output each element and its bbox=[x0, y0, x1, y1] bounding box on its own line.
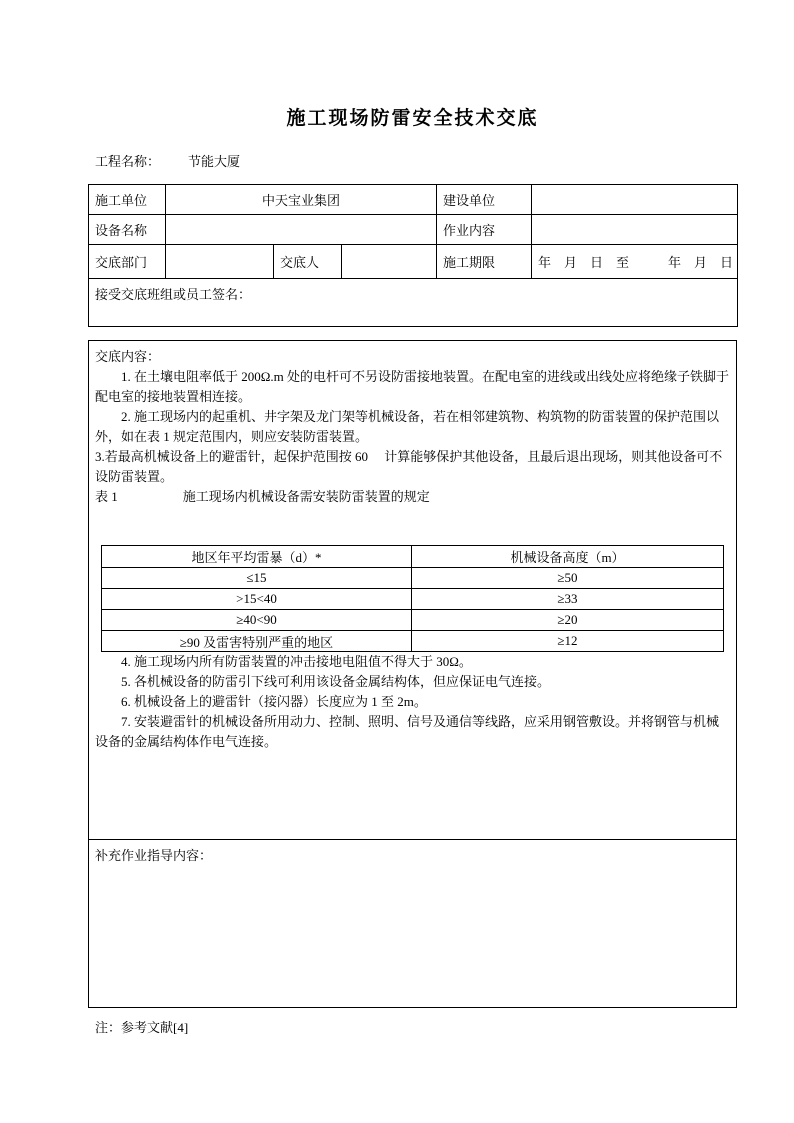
paragraph-6: 6. 机械设备上的避雷针（接闪器）长度应为 1 至 2m。 bbox=[121, 694, 427, 709]
construction-period-label: 施工期限 bbox=[437, 245, 532, 279]
discloser-value bbox=[342, 245, 437, 279]
work-content-value bbox=[532, 215, 738, 245]
construction-unit-label: 施工单位 bbox=[89, 185, 166, 215]
table-cell: ≥12 bbox=[412, 631, 724, 652]
reference-note: 注：参考文献[4] bbox=[95, 1020, 189, 1035]
discloser-label: 交底人 bbox=[274, 245, 342, 279]
table-row bbox=[102, 568, 724, 589]
table-cell: ≥90 及雷害特别严重的地区 bbox=[102, 631, 412, 652]
table-row bbox=[102, 631, 724, 652]
page-title: 施工现场防雷安全技术交底 bbox=[286, 108, 539, 129]
paragraph-2: 2. 施工现场内的起重机、井字架及龙门架等机械设备，若在相邻建筑物、构筑物的防雷装置的保护范围以外，如在表 1 规定范围内，则应安装防雷装置。 bbox=[95, 409, 720, 444]
equipment-name-label: 设备名称 bbox=[89, 215, 166, 245]
signature-row-label: 接受交底班组或员工签名： bbox=[89, 279, 738, 327]
work-content-label: 作业内容 bbox=[437, 215, 532, 245]
construction-unit-value: 中天宝业集团 bbox=[166, 185, 437, 215]
paragraph-7: 7. 安装避雷针的机械设备所用动力、控制、照明、信号及通信等线路，应采用钢管敷设。并将钢管与机械设备的金属结构体作电气连接。 bbox=[95, 714, 720, 749]
table-header-row bbox=[102, 546, 724, 568]
disclosure-content-heading: 交底内容： bbox=[95, 349, 161, 364]
table-cell: ≤15 bbox=[102, 568, 412, 589]
table-row bbox=[89, 245, 738, 279]
table-cell: ≥50 bbox=[412, 568, 724, 589]
paragraph-5: 5. 各机械设备的防雷引下线可利用该设备金属结构体，但应保证电气连接。 bbox=[121, 674, 551, 689]
supplementary-guidance-section bbox=[89, 839, 736, 1007]
regulation-table bbox=[101, 545, 724, 652]
column-header-equipment-height: 机械设备高度（m） bbox=[412, 546, 724, 568]
table-cell: ≥40<90 bbox=[102, 610, 412, 631]
table-cell: ≥33 bbox=[412, 589, 724, 610]
table-cell: ≥20 bbox=[412, 610, 724, 631]
table-row bbox=[89, 185, 738, 215]
disclosure-content-section bbox=[89, 341, 736, 839]
table-1-caption: 表 1 施工现场内机械设备需安装防雷装置的规定 bbox=[95, 489, 430, 504]
construction-period-value: 年 月 日 至 年 月 日 bbox=[532, 245, 738, 279]
project-name-label: 工程名称： bbox=[95, 154, 161, 169]
project-name-value: 节能大厦 bbox=[188, 154, 241, 169]
paragraph-4: 4. 施工现场内所有防雷装置的冲击接地电阻值不得大于 30Ω。 bbox=[121, 654, 472, 669]
table-row bbox=[89, 279, 738, 327]
disclosure-dept-value bbox=[166, 245, 274, 279]
table-row bbox=[102, 589, 724, 610]
paragraph-3: 3.若最高机械设备上的避雷针，起保护范围按 60 计算能够保护其他设备，且最后退出现场，则其他设备可不设防雷装置。 bbox=[95, 449, 723, 484]
disclosure-dept-label: 交底部门 bbox=[89, 245, 166, 279]
build-unit-label: 建设单位 bbox=[437, 185, 532, 215]
header-info-table bbox=[88, 184, 738, 327]
table-row bbox=[102, 610, 724, 631]
equipment-name-value bbox=[166, 215, 437, 245]
paragraph-1: 1. 在土壤电阻率低于 200Ω.m 处的电杆可不另设防雷接地装置。在配电室的进线或出线处应将绝缘子铁脚于配电室的接地装置相连接。 bbox=[95, 369, 730, 404]
column-header-thunderstorm-days: 地区年平均雷暴（d）* bbox=[102, 546, 412, 568]
build-unit-value bbox=[532, 185, 738, 215]
supplementary-guidance-heading: 补充作业指导内容： bbox=[95, 848, 213, 863]
content-box bbox=[88, 340, 737, 1008]
table-row bbox=[89, 215, 738, 245]
project-name-line bbox=[95, 151, 737, 170]
table-cell: >15<40 bbox=[102, 589, 412, 610]
